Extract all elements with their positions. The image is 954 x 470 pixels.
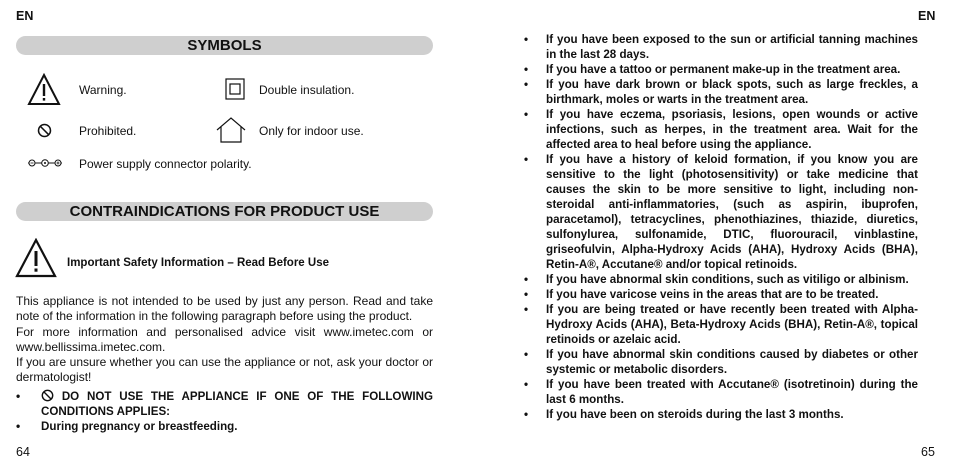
safety-info-title: Important Safety Information – Read Before Use xyxy=(67,257,329,269)
prohibited-icon xyxy=(41,389,54,402)
symbol-label-warning: Warning. xyxy=(79,83,127,97)
polarity-icon xyxy=(26,158,64,168)
list-item: • If you have been on steroids during the last 3 months. xyxy=(546,407,918,422)
indoor-use-house-icon xyxy=(216,117,246,143)
symbol-label-polarity: Power supply connector polarity. xyxy=(79,157,252,171)
symbol-label-double-insulation: Double insulation. xyxy=(259,83,355,97)
list-item: • If you have a tattoo or permanent make-up in the treatment area. xyxy=(546,62,918,77)
symbol-label-prohibited: Prohibited. xyxy=(79,124,137,138)
list-item: During pregnancy or breastfeeding. xyxy=(41,420,238,433)
info-paragraph: For more information and personalised advice visit www.imetec.com or www.bellissima.imetec.com. xyxy=(16,325,433,354)
page-number: 64 xyxy=(16,445,30,459)
warning-triangle-icon xyxy=(15,238,57,279)
intro-paragraph: This appliance is not intended to be used by just any person. Read and take note of the information in the following paragraph before using the product. xyxy=(16,294,433,323)
double-insulation-icon xyxy=(225,78,245,100)
language-code: EN xyxy=(918,9,936,23)
right-page xyxy=(477,0,954,470)
do-not-use-warning: DO NOT USE THE APPLIANCE IF ONE OF THE FOLLOWING CONDITIONS APPLIES: xyxy=(41,390,433,418)
list-item: • If you have been treated with Accutane® (isotretinoin) during the last 6 months. xyxy=(546,377,918,407)
contraindications-heading: CONTRAINDICATIONS FOR PRODUCT USE xyxy=(16,202,433,221)
list-item: • If you have eczema, psoriasis, lesions, open wounds or active infections, such as herpes, in the treatment area. Wait for the affected area to heal before using the appliance. xyxy=(546,107,918,152)
prohibited-icon xyxy=(37,123,52,138)
list-item: • If you have abnormal skin conditions, such as vitiligo or albinism. xyxy=(546,272,918,287)
page-number: 65 xyxy=(921,445,935,459)
warning-triangle-icon xyxy=(27,73,61,107)
list-item: • If you have a history of keloid formation, if you know you are sensitive to the light (photosensitivity) or take medicine that causes the skin to be more sensitive to light, including non-steroidal anti-inflammatories, (such as aspirin, ibuprofen, paracetamol), tetracyclines, phenothiazines, thiazide, diuretics, sulfonylurea, sulfonamide, DTIC, fluorouracil, vinblastine, griseofulvin, Alpha-Hydroxy Acids (AHA), Hydroxy Acids (BHA), Retin-A®, Accutane® and/or topical retinoids. xyxy=(546,152,918,272)
advice-paragraph: If you are unsure whether you can use the appliance or not, ask your doctor or dermatologist! xyxy=(16,355,433,384)
contraindications-list xyxy=(526,32,918,422)
bullet: • xyxy=(16,419,21,433)
symbol-label-indoor-use: Only for indoor use. xyxy=(259,124,364,138)
bullet: • xyxy=(16,389,21,403)
list-item: • If you have abnormal skin conditions caused by diabetes or other systemic or metabolic disorders. xyxy=(546,347,918,377)
language-code: EN xyxy=(16,9,34,23)
list-item: • If you have dark brown or black spots, such as large freckles, a birthmark, moles or warts in the treatment area. xyxy=(546,77,918,107)
list-item: • If you have varicose veins in the areas that are to be treated. xyxy=(546,287,918,302)
list-item xyxy=(41,389,433,419)
list-item: • If you are being treated or have recently been treated with Alpha-Hydroxy Acids (AHA), Beta-Hydroxy Acids (BHA), Retin-A®, topical retinoids or azelaic acid. xyxy=(546,302,918,347)
list-item: • If you have been exposed to the sun or artificial tanning machines in the last 28 days. xyxy=(546,32,918,62)
symbols-heading: SYMBOLS xyxy=(16,36,433,55)
